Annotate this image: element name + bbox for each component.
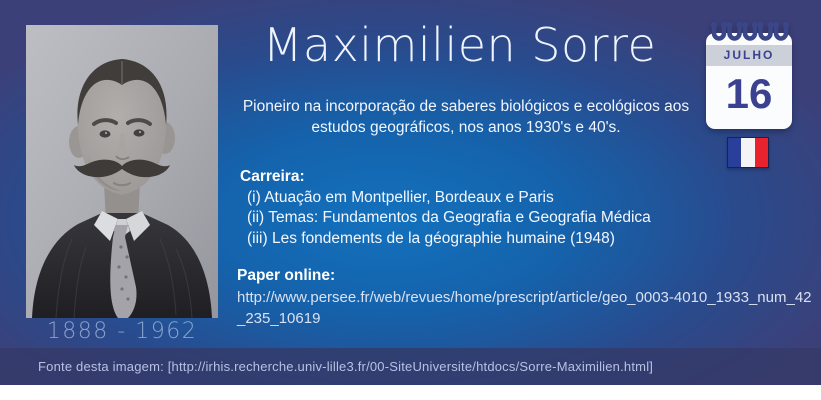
career-heading: Carreira: bbox=[240, 167, 305, 185]
calendar-day-label: 16 bbox=[725, 70, 773, 117]
footer-band bbox=[0, 348, 821, 385]
career-item-2: (ii) Temas: Fundamentos da Geografia e Geografia Médica bbox=[247, 209, 651, 227]
subtitle-text: Pioneiro na incorporação de saberes biológicos e ecológicos aos estudos geográficos, nos anos 1930's e 40's. bbox=[242, 97, 690, 136]
france-flag-icon bbox=[727, 137, 769, 168]
calendar-month-label: JULHO bbox=[706, 45, 792, 66]
portrait-photo bbox=[26, 25, 218, 318]
career-item-3: (iii) Les fondements de la géographie humaine (1948) bbox=[247, 229, 615, 247]
image-source-text: Fonte desta imagem: [http://irhis.recherche.univ-lille3.fr/00-SiteUniversite/htdocs/Sorre-Maximilien.html] bbox=[38, 359, 654, 374]
career-item-1: (i) Atuação em Montpellier, Bordeaux e Paris bbox=[247, 188, 554, 206]
flag-stripe-white bbox=[741, 138, 754, 167]
calendar-icon bbox=[705, 20, 793, 132]
portrait-illustration bbox=[26, 25, 218, 318]
flag-stripe-red bbox=[755, 138, 768, 167]
flag-stripe-blue bbox=[728, 138, 741, 167]
paper-url-link[interactable]: http://www.persee.fr/web/revues/home/prescript/article/geo_0003-4010_1933_num_42_235_10619 bbox=[237, 289, 812, 328]
career-list bbox=[237, 188, 821, 250]
page-title: Maximilien Sorre bbox=[262, 18, 657, 72]
lifespan-text: 1888 - 1962 bbox=[46, 319, 198, 344]
paper-online-heading: Paper online: bbox=[237, 267, 336, 285]
calendar-body bbox=[706, 33, 792, 129]
calendar-rings-icon bbox=[705, 20, 793, 46]
